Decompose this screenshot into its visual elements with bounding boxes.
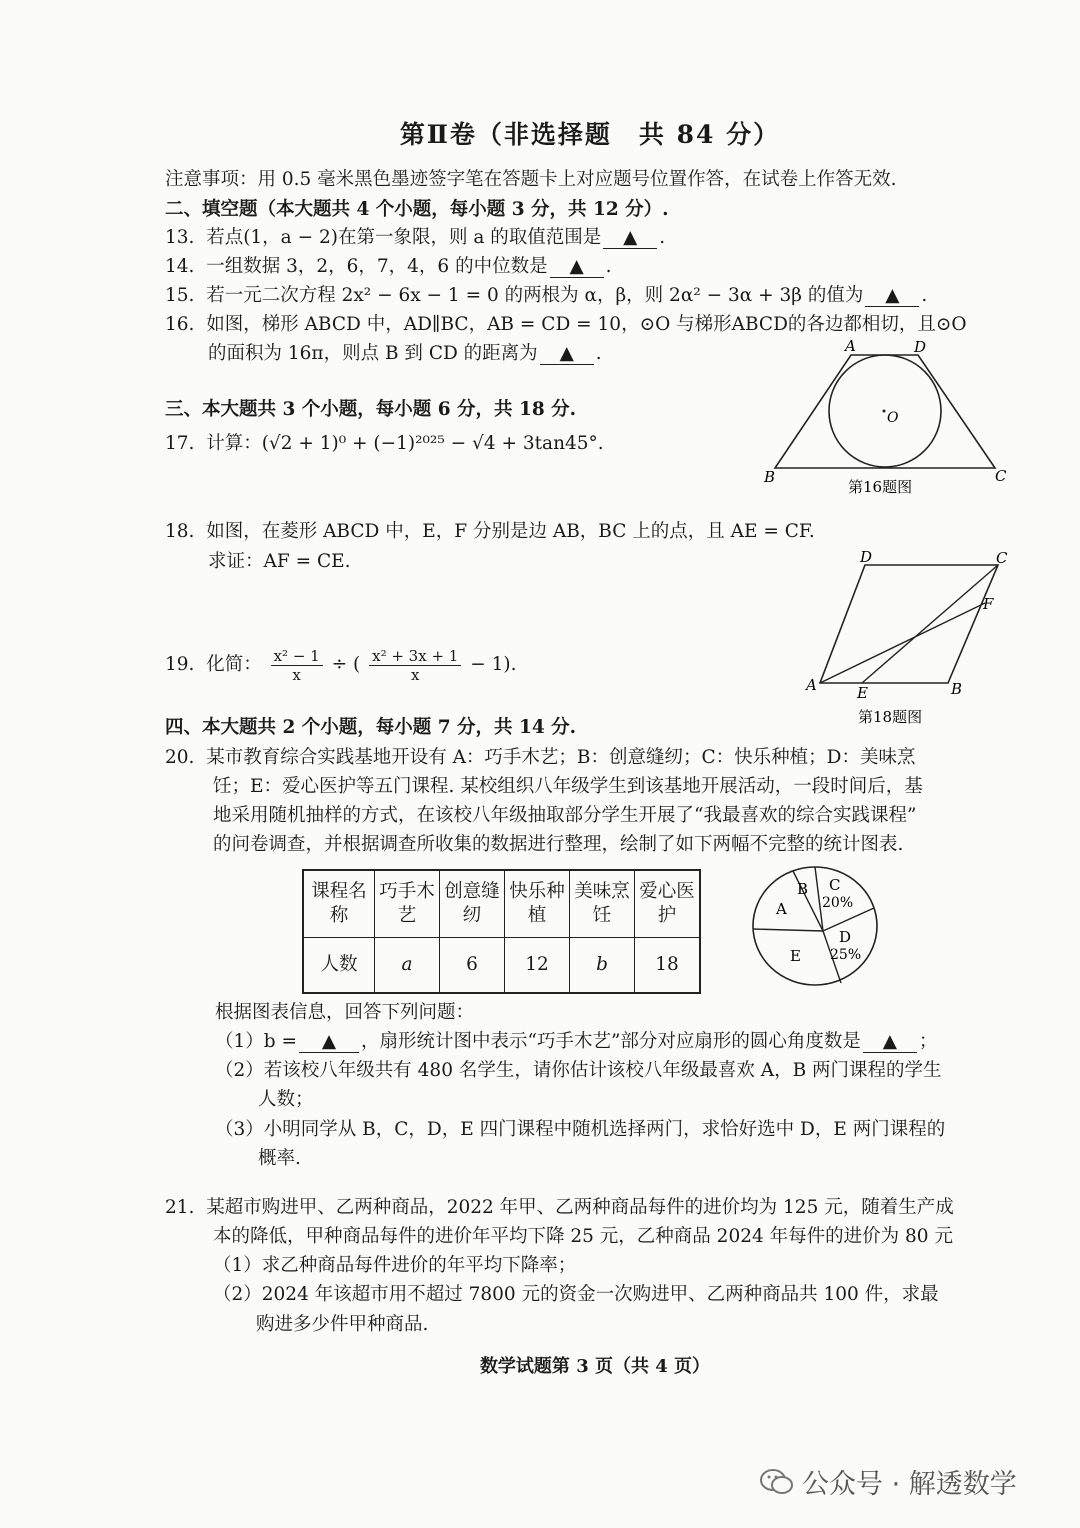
label-D: D xyxy=(860,548,873,566)
question-text: 化简： xyxy=(206,654,262,675)
question-text: ，扇形统计图中表示“巧手木艺”部分对应扇形的圆心角度数是 xyxy=(361,1031,861,1052)
question-20-part1 xyxy=(215,1030,937,1054)
question-text: 计算：(√2 + 1)⁰ + (−1)²⁰²⁵ − √4 + 3tan45°. xyxy=(206,433,604,454)
question-15 xyxy=(165,284,927,308)
label-B: B xyxy=(951,680,963,698)
figure-caption: 第16题图 xyxy=(848,478,913,496)
question-text: 某超市购进甲、乙两种商品，2022 年甲、乙两种商品每件的进价均为 125 元，随着生产成 xyxy=(206,1197,954,1218)
question-20-part2: （2）若该校八年级共有 480 名学生，请你估计该校八年级最喜欢 A，B 两门课程的学生 xyxy=(215,1060,942,1081)
table-cell: b xyxy=(570,938,635,994)
question-number: 13. xyxy=(165,227,195,248)
page-footer: 数学试题第 3 页（共 4 页） xyxy=(479,1356,711,1377)
center-point xyxy=(883,410,886,413)
table-cell: 快乐种植 xyxy=(505,870,570,938)
question-number: 18. xyxy=(165,521,195,542)
punct: . xyxy=(605,256,612,277)
table-cell: a xyxy=(375,938,440,994)
table-cell: 18 xyxy=(635,938,701,994)
question-text: （1）b = xyxy=(215,1031,297,1052)
section4-heading: 四、本大题共 2 个小题，每小题 7 分，共 14 分. xyxy=(165,717,577,738)
question-text: 的面积为 16π，则点 B 到 CD 的距离为 xyxy=(208,343,538,364)
operator: ÷ ( xyxy=(331,654,361,675)
question-21-part2: （2）2024 年该超市用不超过 7800 元的资金一次购进甲、乙两种商品共 100 件，求最 xyxy=(213,1284,939,1305)
question-text: 如图，梯形 ABCD 中，AD∥BC，AB = CD = 10，⊙O 与梯形ABCD的各边都相切，且⊙O xyxy=(206,314,967,335)
pie-divider-EA xyxy=(753,929,823,931)
question-20-part2-cont: 人数； xyxy=(258,1089,314,1110)
answer-blank: ▲ xyxy=(299,1032,359,1053)
section-title: 第Ⅱ卷（非选择题 共 84 分） xyxy=(399,120,781,149)
rhombus-abcd xyxy=(820,565,998,683)
question-number: 16. xyxy=(165,314,195,335)
question-number: 21. xyxy=(165,1197,195,1218)
question-text: 若一元二次方程 2x² − 6x − 1 = 0 的两根为 α，β，则 2α² − 3α + 3β 的值为 xyxy=(206,285,864,306)
table-cell: 人数 xyxy=(303,938,375,994)
course-stats-table xyxy=(302,869,701,994)
question-18-prove: 求证：AF = CE. xyxy=(208,551,351,572)
question-number: 20. xyxy=(165,747,195,768)
section3-heading: 三、本大题共 3 个小题，每小题 6 分，共 18 分. xyxy=(165,399,577,420)
table-row xyxy=(303,938,700,994)
question-text: 如图，在菱形 ABCD 中，E，F 分别是边 AB，BC 上的点，且 AE = CF. xyxy=(206,521,815,542)
table-cell: 美味烹饪 xyxy=(570,870,635,938)
question-20 xyxy=(165,746,916,770)
label-D: D xyxy=(914,338,927,356)
answer-blank: ▲ xyxy=(603,228,657,249)
fraction-1 xyxy=(271,647,323,684)
answer-blank: ▲ xyxy=(550,257,604,278)
pie-label-E: E xyxy=(790,947,801,965)
question-number: 14. xyxy=(165,256,195,277)
label-F: F xyxy=(983,595,994,613)
denominator: x xyxy=(410,665,420,684)
table-cell: 12 xyxy=(505,938,570,994)
figure-caption: 第18题图 xyxy=(858,708,923,726)
notice: 注意事项：用 0.5 毫米黑色墨迹签字笔在答题卡上对应题号位置作答，在试卷上作答无效. xyxy=(165,169,897,190)
question-21-part1: （1）求乙种商品每件进价的年平均下降率； xyxy=(213,1255,577,1276)
table-cell: 爱心医护 xyxy=(635,870,701,938)
question-21 xyxy=(165,1196,954,1220)
label-E: E xyxy=(857,684,868,702)
pie-label-B: B xyxy=(797,880,809,898)
question-text: 本的降低，甲种商品每件的进价年平均下降 25 元，乙种商品 2024 年每件的进价为 80 元 xyxy=(213,1226,953,1247)
watermark xyxy=(760,1462,1017,1501)
wechat-icon xyxy=(760,1468,794,1496)
table-cell: 课程名称 xyxy=(303,870,375,938)
table-header-row xyxy=(303,870,700,938)
pie-outline xyxy=(753,867,877,985)
question-text: 地采用随机抽样的方式，在该校八年级抽取部分学生开展了“我最喜欢的综合实践课程” xyxy=(213,805,917,826)
question-number: 15. xyxy=(165,285,195,306)
numerator: x² + 3x + 1 xyxy=(369,647,461,666)
pie-pct-C: 20% xyxy=(822,895,854,911)
question-21-part2-cont: 购进多少件甲种商品. xyxy=(256,1314,429,1335)
punct: . xyxy=(921,285,928,306)
denominator: x xyxy=(292,665,301,684)
question-20-part3-cont: 概率. xyxy=(258,1148,301,1169)
question-text: 饪；E：爱心医护等五门课程. 某校组织八年级学生到该基地开展活动，一段时间后，基 xyxy=(213,776,923,797)
table-cell: 巧手木艺 xyxy=(375,870,440,938)
punct: . xyxy=(595,343,602,364)
operator: − 1). xyxy=(470,654,517,675)
watermark-text: 公众号 · 解透数学 xyxy=(802,1469,1017,1500)
pie-label-A: A xyxy=(776,900,787,918)
numerator: x² − 1 xyxy=(271,647,323,666)
segment-CE xyxy=(862,565,998,683)
question-text: 一组数据 3，2，6，7，4，6 的中位数是 xyxy=(206,256,548,277)
label-C: C xyxy=(996,549,1008,567)
figure-18-rhombus xyxy=(800,545,1020,730)
question-16-cont xyxy=(208,342,602,366)
punct: ； xyxy=(918,1031,938,1052)
pie-chart xyxy=(748,862,884,992)
question-14 xyxy=(165,255,611,279)
table-cell: 创意缝纫 xyxy=(440,870,505,938)
label-B: B xyxy=(764,468,776,486)
question-17 xyxy=(165,432,604,456)
table-cell: 6 xyxy=(440,938,505,994)
label-O: O xyxy=(887,410,899,426)
fraction-2 xyxy=(369,647,461,684)
label-A: A xyxy=(806,676,817,694)
question-19 xyxy=(165,645,516,685)
answer-blank: ▲ xyxy=(863,1032,917,1053)
answer-blank: ▲ xyxy=(865,286,919,307)
question-13 xyxy=(165,226,665,250)
question-number: 19. xyxy=(165,654,195,675)
question-20-part3: （3）小明同学从 B，C，D，E 四门课程中随机选择两门，求恰好选中 D，E 两门课程的 xyxy=(215,1119,946,1140)
label-C: C xyxy=(995,467,1007,485)
punct: . xyxy=(659,227,666,248)
question-20-prompt: 根据图表信息，回答下列问题： xyxy=(215,1002,475,1023)
pie-label-C: C xyxy=(829,876,841,894)
answer-blank: ▲ xyxy=(540,344,594,365)
question-18 xyxy=(165,520,815,544)
section2-heading: 二、填空题（本大题共 4 个小题，每小题 3 分，共 12 分）. xyxy=(165,199,669,220)
question-text: 若点(1，a − 2)在第一象限，则 a 的取值范围是 xyxy=(206,227,602,248)
label-A: A xyxy=(845,337,856,355)
pie-label-D: D xyxy=(839,928,852,946)
question-16 xyxy=(165,313,967,337)
segment-AF xyxy=(820,603,985,683)
pie-pct-D: 25% xyxy=(830,947,862,963)
question-text: 的问卷调查，并根据调查所收集的数据进行整理，绘制了如下两幅不完整的统计图表. xyxy=(213,834,904,855)
figure-16-trapezoid xyxy=(760,335,1020,500)
question-text: 某市教育综合实践基地开设有 A：巧手木艺；B：创意缝纫；C：快乐种植；D：美味烹 xyxy=(206,747,916,768)
question-number: 17. xyxy=(165,433,195,454)
